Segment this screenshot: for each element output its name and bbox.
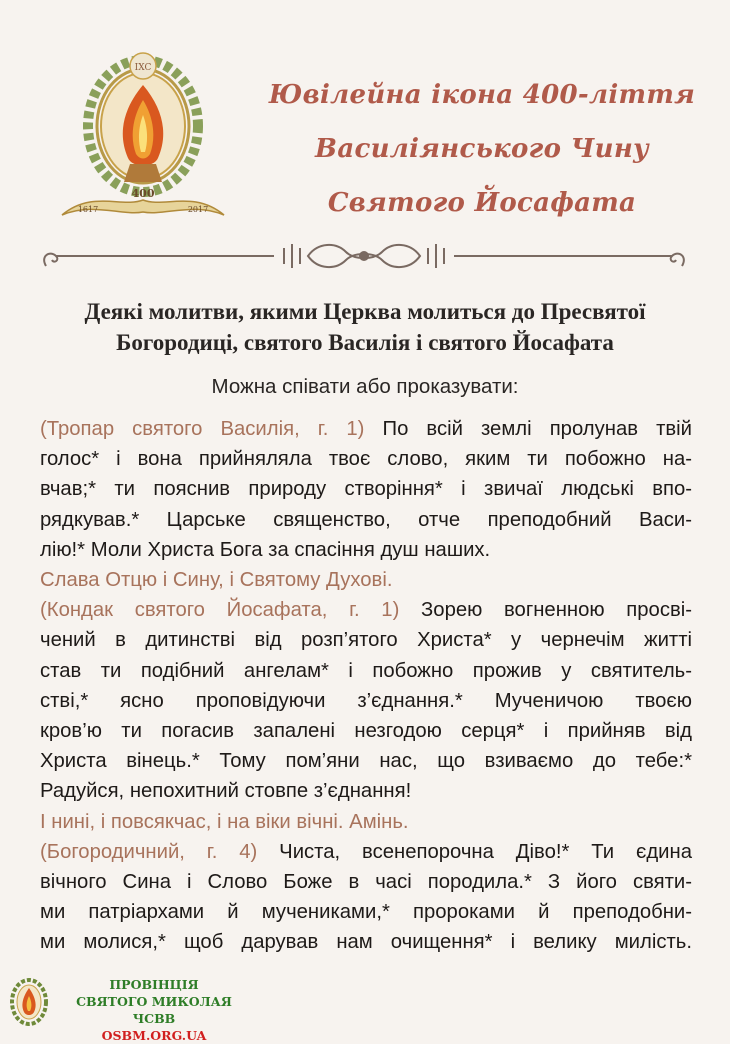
text-line: стві,* ясно проповідуючи з’єднання.* Мученичою твоєю [40,689,692,712]
bogorodychnyi-label: (Богородичний, г. 4) [40,840,258,863]
heading-line-1: Деякі молитви, якими Церква молиться до Пресвятої [84,299,646,324]
text-line: лію!* Моли Христа Бога за спасіння душ наших. [40,538,491,561]
province-logo-icon [8,976,50,1028]
footer-line-1: ПРОВІНЦІЯ [109,977,199,992]
text-line: Христа вінець.* Тому пом’яни нас, що взиваємо до тебе:* [40,750,692,773]
emblem-year-left: 1617 [77,205,99,214]
title-line-1: Ювілейна ікона 400-ліття [268,80,696,110]
text-line: вчав;* ти пояснив природу створіння* і звичаї людські впо- [40,478,692,501]
text-line: ми патріархами й мучениками,* пророками й преподобни- [40,901,692,924]
emblem-year-right: 2017 [187,205,209,214]
text-line: голос* і вона прийняляла твоє слово, яким ти побожно на- [40,448,692,471]
ornamental-divider [40,238,688,272]
text-line: кров’ю ти погасив запалені незгодою серця* і прийняв від [40,720,692,743]
jubilee-emblem [52,40,234,230]
kondak-label: (Кондак святого Йосафата, г. 1) [40,599,400,622]
tropar-label: (Тропар святого Василія, г. 1) [40,418,365,440]
title-line-3: Святого Йосафата [327,188,637,218]
text-line: ми молися,* щоб дарував нам очищення* і велику милість. [40,931,692,954]
heading-line-2: Богородиці, святого Василія і святого Йосафата [116,330,614,355]
text-line: став ти подібний ангелам* і побожно прожив у святитель- [40,659,692,682]
prayers-heading [20,296,710,358]
footer-line-2: СВЯТОГО МИКОЛАЯ ЧСВВ [76,994,232,1026]
footer-url: OSBM.ORG.UA [101,1028,207,1043]
emblem-monogram: IXC [134,63,152,73]
text-line: рядкував.* Царське священство, отче преподобний Васи- [40,508,692,531]
kondak-first-line: (Кондак святого Йосафата, г. 1) Зорею вогненною просві- [40,599,693,622]
glory-line: Слава Отцю і Сину, і Святому Духові. [40,569,393,592]
title-line-2: Василіянського Чину [315,134,649,164]
text-line: чений в дитинстві від розп’ятого Христа* у чернечім житті [40,629,692,652]
amen-line: І нині, і повсякчас, і на віки вічні. Амінь. [40,810,409,833]
prayers-subheading: Можна співати або проказувати: [211,375,519,398]
text-line: Радуйся, непохитний стовпе з’єднання! [40,780,412,803]
emblem-year-center: 400 [131,187,155,200]
text-line: вічного Сина і Слово Боже в часі породила.* З його святи- [40,871,692,894]
page-title [262,68,702,230]
prayers-body [40,414,692,958]
tropar-first-line: (Тропар святого Василія, г. 1) По всій землі пролунав твій [40,418,692,440]
bogorodychnyi-first-line: (Богородичний, г. 4) Чиста, всенепорочна Діво!* Ти єдина [40,840,692,863]
